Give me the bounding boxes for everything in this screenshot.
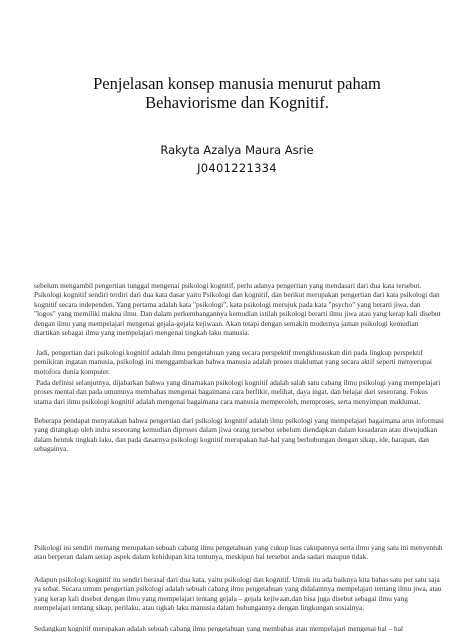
body-paragraph-2 xyxy=(34,348,444,376)
paragraph-text: Psikologi ini sendiri memang merupakan sebuah cabang ilmu pengetahuan yang cukup luas cakupannya serta ilmu yang satu ini menyentuh atau berperan dalam setiap aspek dalam kehidupan kita tentunya, meskipun hal tersebut anda sadari maupun tidak. xyxy=(34,543,443,562)
body-paragraph-5 xyxy=(34,543,444,562)
title-line-2: Behaviorisme dan Kognitif. xyxy=(145,93,329,112)
body-paragraph-3 xyxy=(34,378,444,406)
body-paragraph-1 xyxy=(34,281,444,337)
paragraph-text: Adapun psikologi kognitif itu sendiri berasal dari dua kata, yaitu psikologi dan kognitif. Untuk itu ada baiknya kita bahas satu per satu saja ya sobat. Secara umum pengertian psikologi adalah sebuah cabang ilmu pengetahuan yang didalamnya mempelajari tentang ilmu jiwa, atau yang kerap kali disebut dengan ilmu yang mempelajari tentang gejala – gejala kejiwaan,dan bisa juga disebut sebagai ilmu yang mempelajari tentang sikap, perilaku, atau tigkah laku manusia dalam hubungannya dengan lingkungan sosialnya. xyxy=(34,575,442,613)
body-paragraph-7 xyxy=(34,624,444,632)
paragraph-text: Sedangkan kognitif merupakan adalah sebuah cabang ilmu pengetahuan yang membahas atau mempelajari mengenai hal – hal xyxy=(34,624,403,632)
document-title xyxy=(40,74,434,112)
paragraph-text: sebelum mengambil pengertian tunggal mengenai psikologi kognitif, perlu adanya pengertian yang mendasari dari dua kata tersebut. Psikologi kognitif sendiri terdiri dari dua kata dasar yaitu Psikologi dan kognitif, dan berikut merupakan pengertian dari kata psikologi dan kognitif secara independen. Yang pertama adalah kata "psikologi", kata psikologi merujuk pada kata "psycho" yang berarti jiwa, dan "logos" yang memiliki makna ilmu. Dan dalam perkembangannya kemudian istilah psikologi berarti ilmu jiwa atau yang kerap kali disebut dengan ilmu yang mempelajari mengenai gejala-gejala kejiwaan. Akan tetapi dengan semakin modernya jaman psikologi kemudian diartikan sebagai ilmu yang mempelajari mengenai tingkah laku manusia. xyxy=(34,281,441,338)
body-paragraph-4 xyxy=(34,416,444,454)
paragraph-text: Beberapa pendapat menyatakan bahwa pengertian dari psikologi kognitif adalah ilmu psikologi yang mempelajari bagaimana arus informasi yang ditangkap oleh indra seseorang kemudian diproses dalam jiwa orang tersebut sebelum diendapkan dalam kesadaran atau diwujudkan dalam bentuk tingkah laku, dan pada dasarnya psikologi kognitif merupakan hal-hal yang berhubungan dengan sikap, ide, harapan, dan sebagainya. xyxy=(34,416,444,454)
author-name: Rakyta Azalya Maura Asrie xyxy=(160,143,314,157)
title-line-1: Penjelasan konsep manusia menurut paham xyxy=(93,74,381,93)
body-paragraph-6 xyxy=(34,575,444,613)
paragraph-text: Jadi, pengertian dari psikologi kognitif adalah ilmu pengetahuan yang secara perspektif mengkhususkan diri pada lingkup perspektif pemikiran ingatan manusia, psikologi ini menggambarkan bahwa manusia adalah proses maklumat yang secara aktif seperti menyerupai motofora dunia komputer. xyxy=(34,348,432,376)
author-id: J0401221334 xyxy=(197,161,277,175)
paragraph-text: Pada definisi selanjutnya, dijabarkan bahwa yang dinamakan psikologi kognitif adalah salah satu cabang ilmu psikologi yang mempelajari proses mental dan pada umumnya membahas mengenai bagaimana cara berfikir, melihat, daya ingat, dan belajar dari seseorang. Fokus utama dari ilmu psikologi kognitif adalah mengenai bagaimana cara manusia memperoleh, memproses, serta menyimpan maklumat. xyxy=(34,378,441,406)
